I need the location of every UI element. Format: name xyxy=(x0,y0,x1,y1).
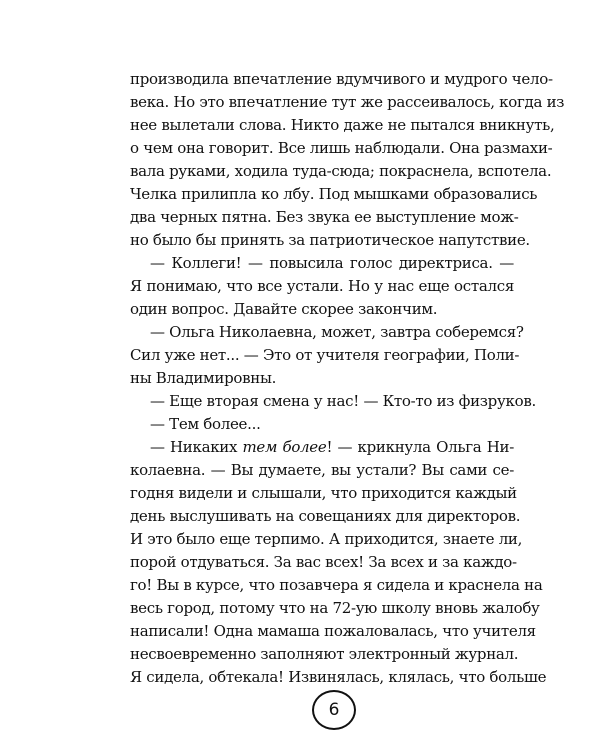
text-line: годня видели и слышали, что приходится каждый xyxy=(130,484,517,502)
text-line: Челка прилипла ко лбу. Под мышками образовались xyxy=(130,185,538,203)
emphasized-phrase: тем более xyxy=(242,438,327,456)
text-line: но было бы принять за патриотическое напутствие. xyxy=(130,231,530,249)
text-line: Я понимаю, что все устали. Но у нас еще остался xyxy=(130,277,514,295)
text-line: колаевна. — Вы думаете, вы устали? Вы сами се- xyxy=(130,461,514,479)
text-line: — Ольга Николаевна, может, завтра соберемся? xyxy=(150,323,524,341)
text-line: — Тем более... xyxy=(150,415,261,433)
text-line: Сил уже нет... — Это от учителя географии, Поли- xyxy=(130,346,520,364)
text-line: один вопрос. Давайте скорее закончим. xyxy=(130,300,438,318)
text-line: несвоевременно заполняют электронный журнал. xyxy=(130,645,519,663)
text-line: вала руками, ходила туда-сюда; покраснела, вспотела. xyxy=(130,162,552,180)
text-line: производила впечатление вдумчивого и мудрого чело- xyxy=(130,70,553,88)
text-line: два черных пятна. Без звука ее выступление мож- xyxy=(130,208,519,226)
text-line: порой отдуваться. За вас всех! За всех и за каждо- xyxy=(130,553,517,571)
text-line: о чем она говорит. Все лишь наблюдали. Она размахи- xyxy=(130,139,553,157)
text-line: И это было еще терпимо. А приходится, знаете ли, xyxy=(130,530,523,548)
text-line: — Коллеги! — повысила голос директриса. — xyxy=(150,254,514,272)
text-line: века. Но это впечатление тут же рассеивалось, когда из xyxy=(130,93,565,111)
text-line: ны Владимировны. xyxy=(130,369,277,387)
page-number-badge xyxy=(312,690,356,730)
page-number: 6 xyxy=(328,700,340,720)
text-line: Я сидела, обтекала! Извинялась, клялась, что больше xyxy=(130,668,547,686)
text-line: весь город, потому что на 72-ую школу вновь жалобу xyxy=(130,599,540,617)
text-line: день выслушивать на совещаниях для директоров. xyxy=(130,507,521,525)
text-line: го! Вы в курсе, что позавчера я сидела и краснела на xyxy=(130,576,543,594)
text-line: — Еще вторая смена у нас! — Кто-то из физруков. xyxy=(150,392,536,410)
text-line: нее вылетали слова. Никто даже не пытался вникнуть, xyxy=(130,116,555,134)
text-line: написали! Одна мамаша пожаловалась, что учителя xyxy=(130,622,536,640)
text-line: — Никаких тем более! — крикнула Ольга Ни- xyxy=(150,438,515,456)
body-text xyxy=(130,68,565,689)
